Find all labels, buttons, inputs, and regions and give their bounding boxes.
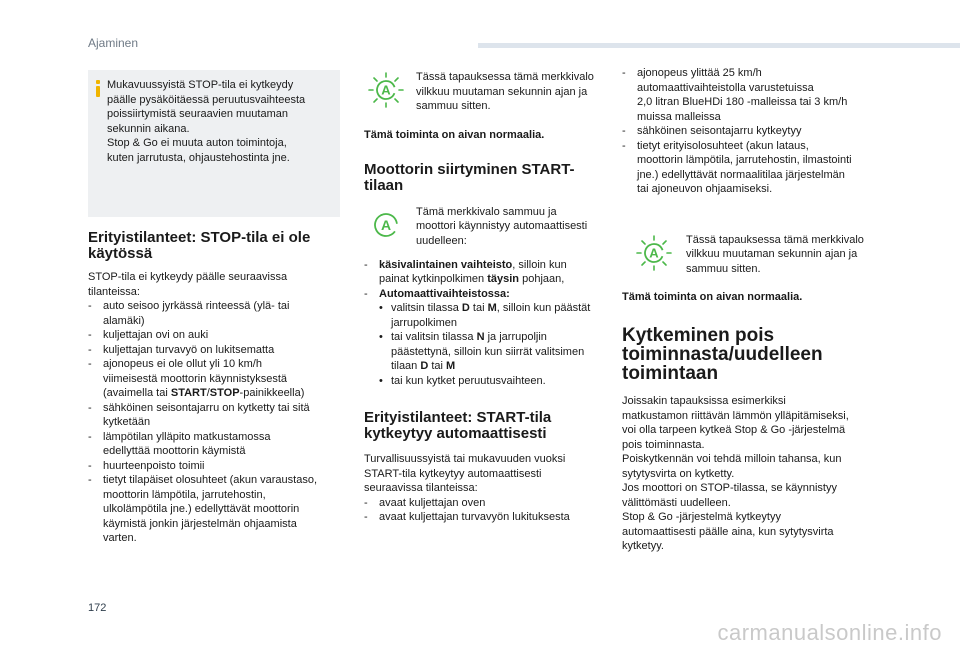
automatic-sublist [379, 301, 616, 388]
blinking-auto-icon [636, 235, 672, 271]
note-line: sammuu sitten. [686, 262, 761, 275]
note-line: moottori käynnistyy automaattisesti [416, 220, 588, 232]
intro-text: Turvallisuussyistä tai mukavuuden vuoksi START-tila kytkeytyy automaattisesti seuraavissa tilanteissa: [364, 453, 566, 494]
info-box [88, 70, 340, 217]
normal-note: Tämä toiminta on aivan normaalia. [622, 290, 803, 303]
sub-item: • tai kun kytket peruutusvaihteen. [379, 374, 616, 389]
info-line: sekunnin aikana. [107, 122, 190, 135]
auto-start-list [364, 496, 616, 525]
list-item: - sähköinen seisontajarru kytkeytyy [622, 124, 892, 139]
sub-item: • tai valitsin tilassa N ja jarrupoljin päästettynä, silloin kun siirrät valitsimen tilaan D tai M [379, 330, 616, 374]
heading-stop-not-active: Erityistilanteet: STOP-tila ei ole käytössä [88, 229, 311, 262]
list-item: - avaat kuljettajan oven [364, 496, 616, 511]
page-number: 172 [88, 602, 107, 614]
list-item: - avaat kuljettajan turvavyön lukituksesta [364, 510, 616, 525]
blink-note [622, 233, 892, 277]
list-item: - tietyt tilapäiset olosuhteet (akun varaustaso, moottorin lämpötila, jarrutehostin, ulkolämpötila jne.) edellyttävät moottorin käymistä jonkin järjestelmän ohjaamista varten. [88, 473, 340, 546]
header-bar [478, 43, 960, 48]
note-line: vilkkuu muutaman sekunnin ajan ja [416, 85, 588, 98]
blink-note [364, 70, 616, 114]
list-item: - ajonopeus ei ole ollut yli 10 km/h viimeisestä moottorin käynnistyksestä (avaimella tai START/STOP-painikkeella) [88, 357, 340, 401]
note-line: sammuu sitten. [416, 100, 491, 112]
svg-text:A: A [380, 216, 392, 233]
heading-start-mode: Moottorin siirtyminen START- tilaan [364, 160, 575, 194]
info-text [107, 78, 328, 165]
note-line: Tässä tapauksessa tämä merkkivalo [686, 233, 864, 246]
info-line: Mukavuussyistä STOP-tila ei kytkeydy [107, 79, 294, 91]
column-2 [364, 70, 616, 525]
intro-text: STOP-tila ei kytkeydy päälle seuraavissa tilanteissa: [88, 271, 288, 298]
note-line: Tämä merkkivalo sammuu ja [416, 205, 557, 218]
stop-conditions-list [88, 299, 340, 546]
info-line: päälle pysäköitäessä peruutusvaihteesta [107, 93, 306, 106]
svg-text:A: A [381, 82, 391, 98]
section-label: Ajaminen [88, 36, 139, 50]
switch-off-body: Joissakin tapauksissa esimerkiksi matkustamon riittävän lämmön ylläpitämiseksi, voi olla tarpeen kytkeä Stop & Go -järjestelmä pois toiminnasta. Poiskytkennän voi tehdä milloin tahansa, kun sytytysvirta on kytketty. Jos moottori on STOP-tilassa, se käynnistyy välittömästi uudelleen. Stop & Go -järjestelmä kytkeytyy automaattisesti päälle aina, kun sytytysvirta kytketyy. [622, 395, 849, 552]
note-line: Tässä tapauksessa tämä merkkivalo [416, 71, 594, 83]
list-item: - tietyt erityisolosuhteet (akun lataus, moottorin lämpötila, jarrutehostin, ilmastointi jne.) edellyttävät normaalitilaa järjestelmän tai ajoneuvon ohjaamiseksi. [622, 139, 892, 197]
heading-switch-off: Kytkeminen pois toiminnasta/uudelleen toimintaan [622, 325, 823, 384]
watermark: carmanualsonline.info [717, 620, 942, 645]
list-item: - käsivalintainen vaihteisto, silloin kun painat kytkinpolkimen täysin pohjaan, [364, 258, 616, 287]
normal-note: Tämä toiminta on aivan normaalia. [364, 129, 545, 141]
blinking-auto-icon [368, 72, 404, 108]
start-note [364, 205, 616, 249]
list-item: - kuljettajan ovi on auki [88, 328, 340, 343]
start-conditions-list [364, 258, 616, 389]
note-line: uudelleen: [416, 234, 467, 247]
info-line: kuten jarrutusta, ohjaustehostinta jne. [107, 151, 290, 164]
heading-start-automatic: Erityistilanteet: START-tila kytkeytyy automaattisesti [364, 409, 552, 442]
list-item: - kuljettajan turvavyö on lukitsematta [88, 343, 340, 358]
note-line: vilkkuu muutaman sekunnin ajan ja [686, 248, 858, 260]
info-line: Stop & Go ei muuta auton toimintoja, [107, 137, 287, 149]
svg-text:A: A [649, 245, 659, 260]
auto-start-list-continued [622, 66, 892, 197]
column-3 [622, 66, 892, 554]
sub-item: • valitsin tilassa D tai M, silloin kun päästät jarrupolkimen [379, 301, 616, 330]
column-1 [88, 70, 340, 546]
info-line: poissiirtymistä seuraavien muutaman [107, 108, 288, 120]
list-item: - ajonopeus ylittää 25 km/h automaattivaihteistolla varustetuissa 2,0 litran BlueHDi 180 -malleissa tai 3 km/h muissa malleissa [622, 66, 892, 124]
list-item: - huurteenpoisto toimii [88, 459, 340, 474]
info-icon [96, 80, 100, 98]
list-item: - lämpötilan ylläpito matkustamossa edellyttää moottorin käymistä [88, 430, 340, 459]
list-item: - sähköinen seisontajarru on kytketty tai sitä kytketään [88, 401, 340, 430]
auto-mode-icon [368, 207, 404, 243]
list-item: - auto seisoo jyrkässä rinteessä (ylä- tai alamäki) [88, 299, 340, 328]
list-item: - Automaattivaihteistossa: • valitsin tilassa D tai M, silloin kun päästät jarrupolkimen • tai valitsin tilassa N ja jarrupoljin päästettynä, silloin kun siirrät valitsimen tilaan D tai M • tai kun kytket peruutusvaihteen. [364, 287, 616, 389]
